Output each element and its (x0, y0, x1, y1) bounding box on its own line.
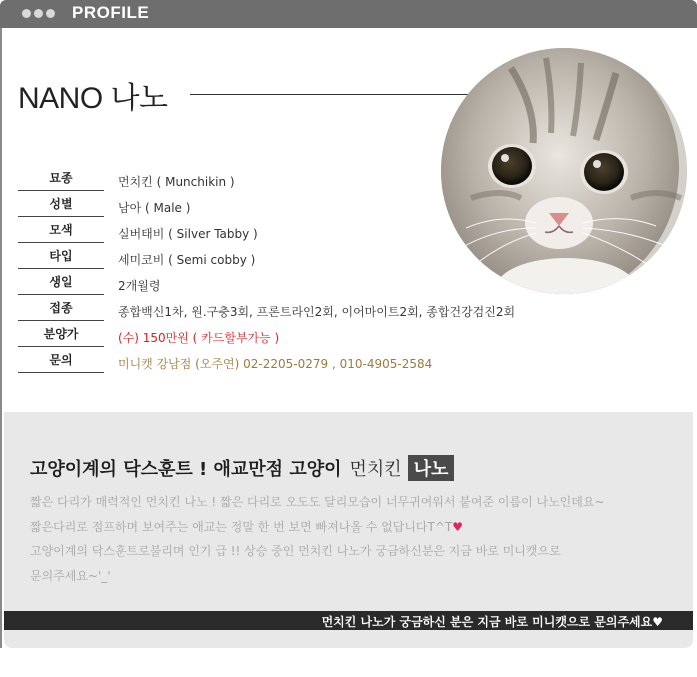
profile-header-bar (0, 0, 697, 28)
desc-line (30, 515, 680, 540)
info-row-breed (18, 168, 538, 194)
section-headline (30, 455, 454, 481)
info-label: 타입 (18, 246, 104, 269)
info-label: 모색 (18, 220, 104, 243)
info-value: 남아 ( Male ) (118, 201, 191, 215)
description-text (30, 490, 680, 588)
headline-light: 먼치킨 (349, 459, 402, 480)
info-row-price (18, 324, 538, 350)
desc-line: 문의주세요~'_' (30, 568, 111, 583)
info-label: 문의 (18, 350, 104, 373)
window-dots (22, 9, 58, 19)
info-row-birth (18, 272, 538, 298)
left-border (0, 28, 2, 648)
info-label: 분양가 (18, 324, 104, 347)
contact-value: 미니캣 강남점 (오주연) 02-2205-0279 , 010-4905-2584 (118, 357, 433, 371)
dot-icon (22, 9, 31, 18)
info-label: 접종 (18, 298, 104, 321)
info-value: 먼치킨 ( Munchikin ) (118, 175, 235, 189)
name-divider (190, 94, 473, 95)
info-row-contact (18, 350, 538, 376)
desc-line: 고양이계의 닥스훈트로불리며 인기 급 !! 상승 중인 먼치킨 나노가 궁금하신분은 지금 바로 미니캣으로 (30, 544, 561, 558)
dot-icon (46, 9, 55, 18)
dot-icon (34, 9, 43, 18)
info-value: 2개월령 (118, 279, 161, 293)
name-badge: 나노 (408, 455, 455, 481)
heart-icon: ♥ (452, 519, 463, 534)
info-label: 묘종 (18, 168, 104, 191)
info-row-vaccination (18, 298, 538, 324)
headline-bold: 고양이계의 닥스훈트 ! 애교만점 고양이 (30, 459, 342, 480)
price-value: (수) 150만원 ( 카드할부가능 ) (118, 331, 280, 345)
info-value: 실버태비 ( Silver Tabby ) (118, 227, 258, 241)
header-title: PROFILE (72, 3, 150, 22)
info-label: 생일 (18, 272, 104, 295)
info-value: 세미코비 ( Semi cobby ) (118, 253, 256, 267)
info-label: 성별 (18, 194, 104, 217)
cat-name: NANO 나노 (18, 82, 168, 115)
info-row-color (18, 220, 538, 246)
footer-bar (4, 611, 693, 630)
desc-line-text: 짧은다리로 점프하며 보여주는 애교는 정말 한 번 보면 빠져나올 수 없답니다T^T (30, 519, 453, 534)
footer-text: 먼치킨 나노가 궁금하신 분은 지금 바로 미니캣으로 문의주세요♥ (321, 615, 663, 629)
info-row-type (18, 246, 538, 272)
info-value: 종합백신1차, 원.구충3회, 프론트라인2회, 이어마이트2회, 종합건강검진2회 (118, 305, 516, 319)
info-row-sex (18, 194, 538, 220)
desc-line: 짧은 다리가 매력적인 먼치킨 나노 ! 짧은 다리로 오도도 달리모습이 너무귀여워서 붙여준 이름이 나노인데요~ (30, 495, 605, 509)
info-table (18, 168, 538, 376)
